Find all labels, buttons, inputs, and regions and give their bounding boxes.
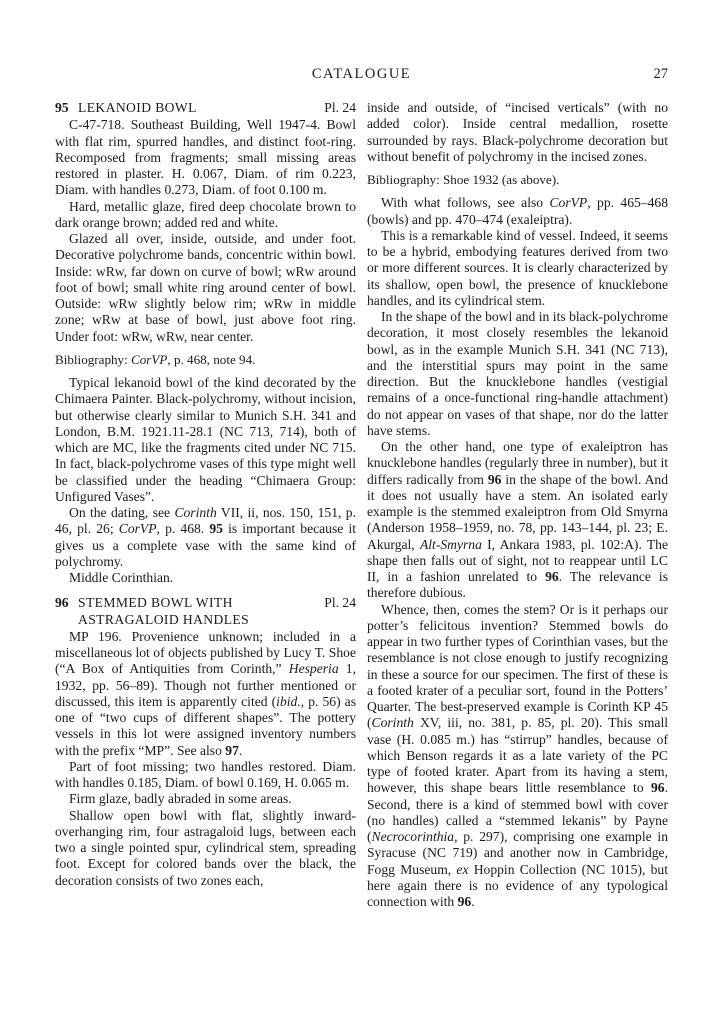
running-title: CATALOGUE (311, 66, 412, 82)
entry-number: 95 (55, 100, 69, 115)
text-run: , p. 297), comprising one example in Syracuse (NC 719) and another now in Cambridge, Fogg Museum, (367, 829, 668, 877)
text-run: Glazed all over, inside, outside, and under foot. Decorative polychrome bands, concentric within bowl. Inside: wRw, far down on curve of bowl; wRw around foot of bowl; small white ring around center of bowl. Outside: wRw slightly below rim; wRw in middle zone; wRw at base of bowl, just above foot ring. Under foot: wRw, wRw, near center. (55, 231, 356, 344)
paragraph (55, 117, 356, 198)
right-column (367, 100, 668, 910)
text-run: On the dating, see (69, 505, 175, 520)
text-run: 96 (457, 894, 472, 909)
text-run: 1, 1932, pp. 56–89). Though not further mentioned or discussed, this item is apparently cited ( (55, 661, 357, 709)
text-run: Corinth (174, 505, 217, 520)
entry-heading (55, 100, 356, 116)
text-run: , p. 56) as one of “two cups of different shapes”. The pottery vessels in this lot were assigned inventory numbers with the prefix “MP”. See also (55, 693, 356, 758)
entry-title (78, 595, 324, 628)
left-column (55, 100, 356, 910)
page-number: 27 (653, 66, 668, 82)
paragraph (367, 195, 668, 228)
text-run: . (238, 742, 243, 758)
text-run: C-47-718. Southeast Building, Well 1947-4. Bowl with flat rim, spurred handles, and distinct foot-ring. Recomposed from fragments; small missing areas restored in plaster. H. 0.067, Diam. of rim 0.223, Diam. with handles 0.273, Diam. of foot 0.100 m. (55, 117, 356, 198)
text-run: 96 (651, 780, 665, 796)
paragraph (367, 100, 668, 165)
entry-title-line: ASTRAGALOID HANDLES (78, 611, 250, 627)
text-run: I, Ankara 1983, pl. 102:A). The shape then falls out of sight, not to reappear until LC II, in a fashion unrelated to (367, 536, 668, 584)
text-columns (55, 100, 668, 910)
paragraph (55, 570, 356, 586)
text-run: 96 (545, 569, 559, 584)
text-run: Alt-Smyrna (419, 536, 482, 552)
text-run: inside and outside, of “incised verticals” (with no added color). Inside central medallion, rosette surrounded by rays. Black-polychrome decoration but without benefit of polychromy in the incised zones. (367, 100, 668, 164)
paragraph (55, 629, 356, 759)
text-run: In the shape of the bowl and in its black-polychrome decoration, it most closely resembles the lekanoid bowl, as in the example Munich S.H. 341 (NC 713), and the interstitial spurs may point in the same direction. But the knucklebone handles (vestigial remains of a once-functional ring-handle attachment) do not appear on vases of that shape, nor do the latter have stems. (367, 309, 668, 438)
text-run: Hoppin Collection (NC 1015), but here again there is no evidence of any typological connection with (367, 861, 668, 909)
bibliography-note (55, 352, 356, 368)
bibliography-note (367, 172, 668, 188)
text-run: in the shape of the bowl. And it does not usually have a stem. An isolated early example is the stemmed exaleiptron from Old Smyrna (Anderson 1958–1959, no. 78, pp. 143–144, pl. 23; E. Akurgal, (367, 471, 668, 552)
page-header (55, 66, 668, 84)
text-run: Corinth (371, 715, 414, 731)
text-run: Firm glaze, badly abraded in some areas. (69, 791, 292, 807)
paragraph (55, 199, 356, 232)
text-run: This is a remarkable kind of vessel. Indeed, it seems to be a hybrid, embodying features derived from two or more different sources. It is clearly characterized by its shallow, open bowl, the presence of knucklebone handles, and its cylindrical stem. (367, 227, 668, 308)
text-run: . The relevance is therefore dubious. (367, 569, 668, 601)
text-run: , p. 468. (156, 521, 210, 537)
text-run: 97 (225, 742, 239, 758)
text-run: Bibliography: Shoe 1932 (as above). (367, 172, 560, 187)
text-run: 95 (209, 521, 223, 537)
paragraph (367, 228, 668, 309)
paragraph (55, 375, 356, 505)
text-run: . (471, 894, 475, 909)
text-run: Shallow open bowl with flat, slightly inward-overhanging rim, four astragaloid lugs, between each two a single pointed spur, cylindrical stem, spreading foot. Except for colored bands over the black, the decoration consists of two zones each, (55, 807, 356, 888)
text-run: Necrocorinthia (371, 829, 455, 844)
text-run: Hesperia (288, 661, 339, 677)
text-run: is important because it gives us a complete vase with the same kind of polychromy. (55, 521, 356, 569)
text-run: CorVP (131, 351, 168, 367)
text-run: ibid. (276, 693, 301, 709)
text-run: ex (456, 861, 469, 877)
text-run: Typical lekanoid bowl of the kind decorated by the Chimaera Painter. Black-polychromy, without incision, but otherwise clearly similar to Munich S.H. 341 and London, B.M. 1921.11-28.1 (NC 713, 714), both of which are MC, like the fragments cited under NC 715. In fact, black-polychrome vases of this type might well be classified under the heading “Chimaera Group: Unfigured Vases”. (55, 375, 356, 504)
entry-title-line: STEMMED BOWL WITH (78, 595, 233, 611)
text-run: , pp. 465–468 (bowls) and pp. 470–474 (exaleiptra). (367, 195, 668, 227)
text-run: , p. 468, note 94. (167, 351, 256, 367)
text-run: CorVP (549, 195, 588, 211)
text-run: Middle Corinthian. (69, 570, 174, 585)
paragraph (367, 309, 668, 439)
paragraph (55, 505, 356, 570)
text-run: 96 (487, 471, 502, 487)
plate-reference: Pl. 24 (324, 595, 356, 611)
text-run: Hard, metallic glaze, fired deep chocolate brown to dark orange brown; added red and white. (55, 198, 356, 230)
entry-title (78, 100, 324, 116)
text-run: VII, ii, nos. 150, 151, p. 46, pl. 26; (55, 505, 356, 537)
entry-heading (55, 595, 356, 628)
paragraph (55, 231, 356, 345)
text-run: Whence, then, comes the stem? Or is it perhaps our potter’s felicitous invention? Stemmed bowls do appear in two further types of Corinthian vases, but the resemblance is not close enough to justify recognizing in these a source for our specimen. The first of these is a footed krater of a peculiar sort, found in the Potters’ Quarter. The best-preserved example is Corinth KP 45 ( (367, 601, 668, 731)
text-run: Part of foot missing; two handles restored. Diam. with handles 0.185, Diam. of bowl 0.169, H. 0.065 m. (55, 758, 356, 790)
plate-reference: Pl. 24 (324, 100, 356, 115)
text-run: XV, iii, no. 381, p. 85, pl. 20). This small vase (H. 0.085 m.) has “stirrup” handles, because of which Benson regards it as a late variety of the PC type of footed krater. Apart from its having a stem, however, this shape bears little resemblance to (367, 715, 668, 796)
text-run: . Second, there is a kind of stemmed bowl with cover (no handles) called a “stemmed lekanis” by Payne ( (367, 780, 668, 844)
text-run: Bibliography: (55, 351, 132, 367)
paragraph (55, 808, 356, 889)
text-run: CorVP (118, 521, 157, 537)
paragraph (367, 439, 668, 602)
text-run: MP 196. Provenience unknown; included in a miscellaneous lot of objects published by Lucy T. Shoe (“A Box of Antiquities from Corinth,” (55, 628, 356, 677)
paragraph (55, 759, 356, 792)
text-run: With what follows, see also (381, 195, 550, 211)
paragraph (55, 791, 356, 807)
entry-title-line: LEKANOID BOWL (78, 100, 197, 115)
text-run: On the other hand, one type of exaleiptron has knucklebone handles (regularly three in number), but it differs radically from (367, 439, 668, 487)
paragraph (367, 602, 668, 911)
entry-number: 96 (55, 595, 69, 611)
